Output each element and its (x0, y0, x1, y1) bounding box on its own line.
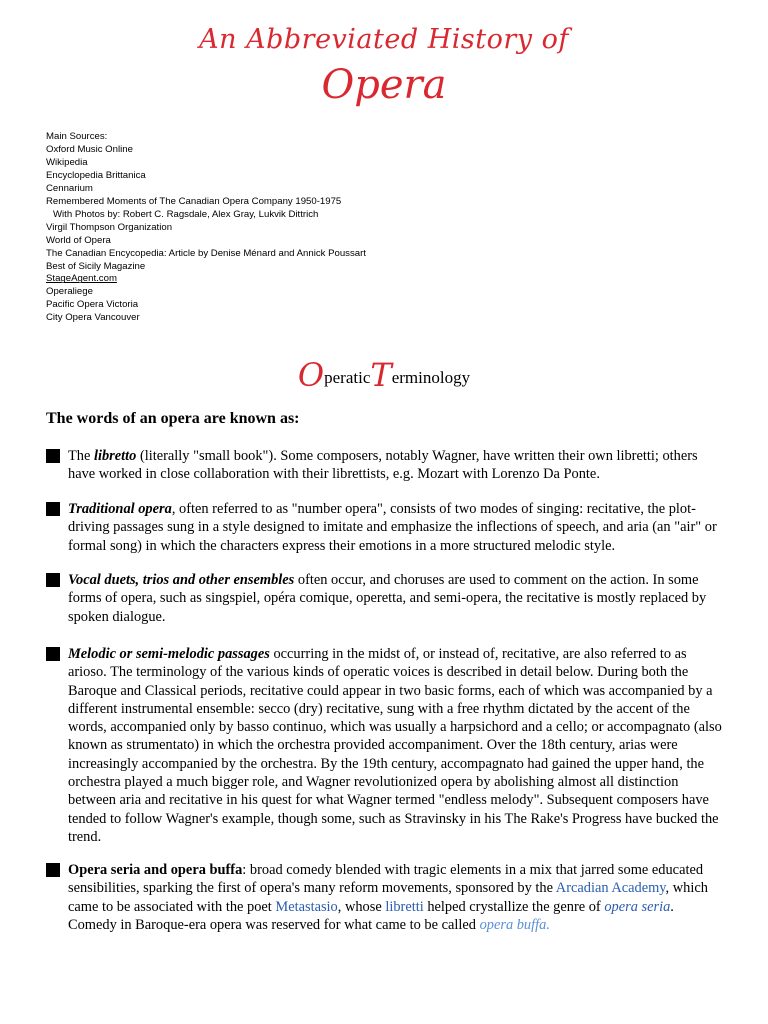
source-item: Wikipedia (46, 156, 88, 168)
source-item: Best of Sicily Magazine (46, 260, 146, 272)
bullet-square-icon (46, 573, 60, 587)
link-libretti[interactable]: libretti (385, 898, 424, 915)
source-item: Virgil Thompson Organization (46, 221, 173, 233)
term-text: , often referred to as "number opera", consists of two modes of singing: recitative, the plot-driving passages sung in a style designed to imitate and emphasize the inflections of speech, and aria (an "air" or formal song) in which the characters express their emotions in a more structured melodic style. (68, 501, 717, 554)
bullet-square-icon (46, 449, 60, 463)
term-traditional-opera: Traditional opera (68, 501, 172, 517)
section-heading-word-1: peratic (324, 368, 371, 387)
bullet-square-icon (46, 863, 60, 877)
source-link-stageagent[interactable]: StageAgent.com (46, 273, 117, 285)
section-heading (0, 356, 768, 394)
source-item: City Opera Vancouver (46, 312, 140, 324)
term-opera-seria-buffa: Opera seria and opera buffa (68, 862, 243, 878)
source-item: The Canadian Encycopedia: Article by Denise Ménard and Annick Poussart (46, 247, 366, 259)
sources-heading: Main Sources: (46, 131, 108, 142)
source-item: With Photos by: Robert C. Ragsdale, Alex Gray, Lukvik Dittrich (53, 208, 319, 220)
section-heading-cap-t: T (370, 356, 392, 394)
link-arcadian-academy[interactable]: Arcadian Academy (555, 880, 666, 897)
source-item: Cennarium (46, 182, 93, 194)
term-item-traditional-opera (46, 500, 722, 555)
term-text: often occur, and choruses are used to comment on the action. In some forms of opera, such as singspiel, opéra comique, operetta, and semi-opera, the recitative is mostly replaced by spoken dialogue. (68, 572, 707, 625)
source-item: Encyclopedia Brittanica (46, 169, 146, 181)
source-item: Pacific Opera Victoria (46, 299, 139, 311)
bullet-square-icon (46, 502, 60, 516)
link-opera-seria[interactable]: opera seria (604, 898, 671, 915)
bullet-square-icon (46, 647, 60, 661)
link-opera-buffa[interactable]: opera buffa. (479, 916, 550, 933)
source-item: Remembered Moments of The Canadian Opera Company 1950-1975 (46, 195, 342, 207)
title-line-1: An Abbreviated History of (199, 24, 569, 55)
section-heading-word-2: erminology (391, 368, 471, 387)
section-heading-cap-o: O (297, 356, 325, 394)
source-item: World of Opera (46, 234, 111, 246)
words-heading: The words of an opera are known as: (46, 410, 300, 427)
title-line-2: Opera (321, 62, 447, 108)
term-vocal-ensembles: Vocal duets, trios and other ensembles (68, 572, 295, 588)
term-item-libretto: The libretto (literally "small book"). Some composers, notably Wagner, have written their own libretti; others have worked in close collaboration with their librettists, e.g. Mozart with Lorenzo Da Ponte. (46, 447, 722, 484)
source-item: Operaliege (46, 286, 93, 298)
term-libretto: libretto (93, 448, 137, 464)
source-item: Oxford Music Online (46, 143, 133, 155)
term-melodic-passages: Melodic or semi-melodic passages (68, 646, 270, 662)
term-item-vocal-ensembles (46, 571, 722, 626)
link-metastasio[interactable]: Metastasio (275, 898, 338, 915)
term-item-melodic-passages (46, 645, 722, 846)
term-item-opera-seria-buffa: Opera seria and opera buffa: broad comedy blended with tragic elements in a mix that jarred some educated sensibilities, sparking the first of opera's many reform movements, sponsored by the Arcadian Academy, which came to be associated with the poet Metastasio, whose libretti helped crystallize the genre of opera seria. Comedy in Baroque-era opera was reserved for what came to be called opera buffa. (46, 861, 722, 934)
term-text: (literally "small book"). Some composers, notably Wagner, have written their own libretti; others have worked in close collaboration with their librettists, e.g. Mozart with Lorenzo Da Ponte. (68, 448, 698, 483)
term-text: occurring in the midst of, or instead of, recitative, are also referred to as arioso. The terminology of the various kinds of operatic voices is described in detail below. During both the Baroque and Classical periods, recitative could appear in two basic forms, each of which was accompanied by a different instrumental ensemble: secco (dry) recitative, sung with a free rhythm dictated by the accent of the words, accompanied only by basso continuo, which was usually a harpsichord and a cello; or accompagnato (also known as strumentato) in which the orchestra provided accompaniment. Over the 18th century, arias were increasingly accompanied by the orchestra. By the 19th century, accompagnato had gained the upper hand, the orchestra played a much bigger role, and Wagner revolutionized opera by abolishing almost all distinction between aria and recitative in his quest for what Wagner termed "endless melody". Subsequent composers have tended to follow Wagner's example, though some, such as Stravinsky in his The Rake's Progress have bucked the trend. (68, 646, 722, 845)
sources-list (46, 131, 566, 325)
